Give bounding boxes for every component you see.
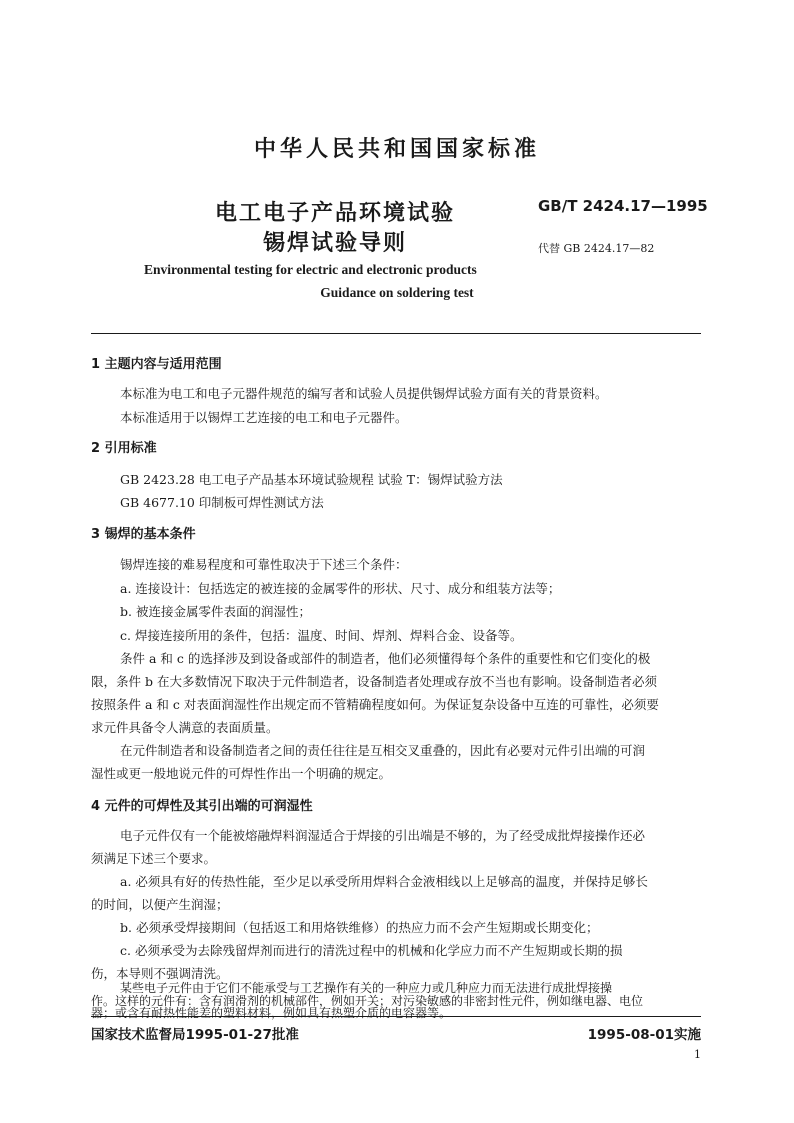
approval-date: 国家技术监督局1995-01-27批准 <box>91 1027 299 1043</box>
standard-number: GB/T 2424.17—1995 <box>538 197 708 215</box>
section-4-item-c-line-2: 伤，本导则不强调清洗。 <box>91 966 229 981</box>
section-3-paragraph-2-line-1: 在元件制造者和设备制造者之间的责任往往是互相交叉重叠的，因此有必要对元件引出端的可润 <box>120 743 646 758</box>
section-3-heading: 3 锡焊的基本条件 <box>91 527 196 542</box>
section-1-heading: 1 主题内容与适用范围 <box>91 357 222 372</box>
section-1-paragraph-2: 本标准适用于以锡焊工艺连接的电工和电子元器件。 <box>120 410 408 425</box>
section-4-paragraph-2-line-3: 器；或含有耐热性能差的塑料材料，例如具有热塑介质的电容器等。 <box>91 1006 452 1020</box>
effective-date: 1995-08-01实施 <box>587 1027 701 1043</box>
section-3-item-b: b. 被连接金属零件表面的润湿性； <box>120 604 311 619</box>
section-2-heading: 2 引用标准 <box>91 441 157 456</box>
english-title-line-2: Guidance on soldering test <box>320 285 474 300</box>
section-3-intro: 锡焊连接的难易程度和可靠性取决于下述三个条件： <box>120 557 408 572</box>
replaces-standard: 代替 GB 2424.17—82 <box>538 242 655 255</box>
section-3-item-c: c. 焊接连接所用的条件，包括：温度、时间、焊剂、焊料合金、设备等。 <box>120 628 523 643</box>
header-divider <box>91 333 701 334</box>
english-title-line-1: Environmental testing for electric and electronic products <box>144 262 477 277</box>
section-3-paragraph-1-line-4: 求元件具备令人满意的表面质量。 <box>91 720 279 735</box>
section-4-paragraph-1-line-1: 电子元件仅有一个能被熔融焊料润湿适合于焊接的引出端是不够的，为了经受成批焊接操作还必 <box>120 828 646 843</box>
section-4-item-b: b. 必须承受焊接期间（包括返工和用烙铁维修）的热应力而不会产生短期或长期变化； <box>120 920 599 935</box>
section-4-paragraph-2-line-1: 某些电子元件由于它们不能承受与工艺操作有关的一种应力或几种应力而无法进行成批焊接操 <box>120 981 613 995</box>
section-4-item-a-line-1: a. 必须具有好的传热性能，至少足以承受所用焊料合金液相线以上足够高的温度，并保持足够长 <box>120 874 648 889</box>
section-3-item-a: a. 连接设计：包括选定的被连接的金属零件的形状、尺寸、成分和组装方法等； <box>120 581 561 596</box>
page-number: 1 <box>694 1048 701 1061</box>
section-4-paragraph-1-line-2: 须满足下述三个要求。 <box>91 851 217 866</box>
section-4-paragraph-2-line-2: 作。这样的元件有：含有润滑剂的机械部件，例如开关；对污染敏感的非密封性元件，例如继电器、电位 <box>91 994 644 1008</box>
section-3-paragraph-1-line-2: 限，条件 b 在大多数情况下取决于元件制造者，设备制造者处理或存放不当也有影响。设备制造者必须 <box>91 674 657 689</box>
section-4-item-c-line-1: c. 必须承受为去除残留焊剂而进行的清洗过程中的机械和化学应力而不产生短期或长期的损 <box>120 943 623 958</box>
issuing-country-standard: 中华人民共和国国家标准 <box>253 137 540 162</box>
reference-gb-2423-28: GB 2423.28 电工电子产品基本环境试验规程 试验 T：锡焊试验方法 <box>120 472 503 487</box>
title-line-2: 锡焊试验导则 <box>262 231 407 256</box>
section-1-paragraph-1: 本标准为电工和电子元器件规范的编写者和试验人员提供锡焊试验方面有关的背景资料。 <box>120 386 608 401</box>
section-4-item-a-line-2: 的时间，以便产生润湿； <box>91 897 229 912</box>
section-4-heading: 4 元件的可焊性及其引出端的可润湿性 <box>91 799 313 814</box>
reference-gb-4677-10: GB 4677.10 印制板可焊性测试方法 <box>120 495 324 510</box>
section-3-paragraph-1-line-1: 条件 a 和 c 的选择涉及到设备或部件的制造者，他们必须懂得每个条件的重要性和它们变化的极 <box>120 651 651 666</box>
section-3-paragraph-2-line-2: 湿性或更一般地说元件的可焊性作出一个明确的规定。 <box>91 766 392 781</box>
section-3-paragraph-1-line-3: 按照条件 a 和 c 对表面润湿性作出规定而不管精确程度如何。为保证复杂设备中互连的可靠性，必须要 <box>91 697 659 712</box>
title-line-1: 电工电子产品环境试验 <box>214 201 455 226</box>
